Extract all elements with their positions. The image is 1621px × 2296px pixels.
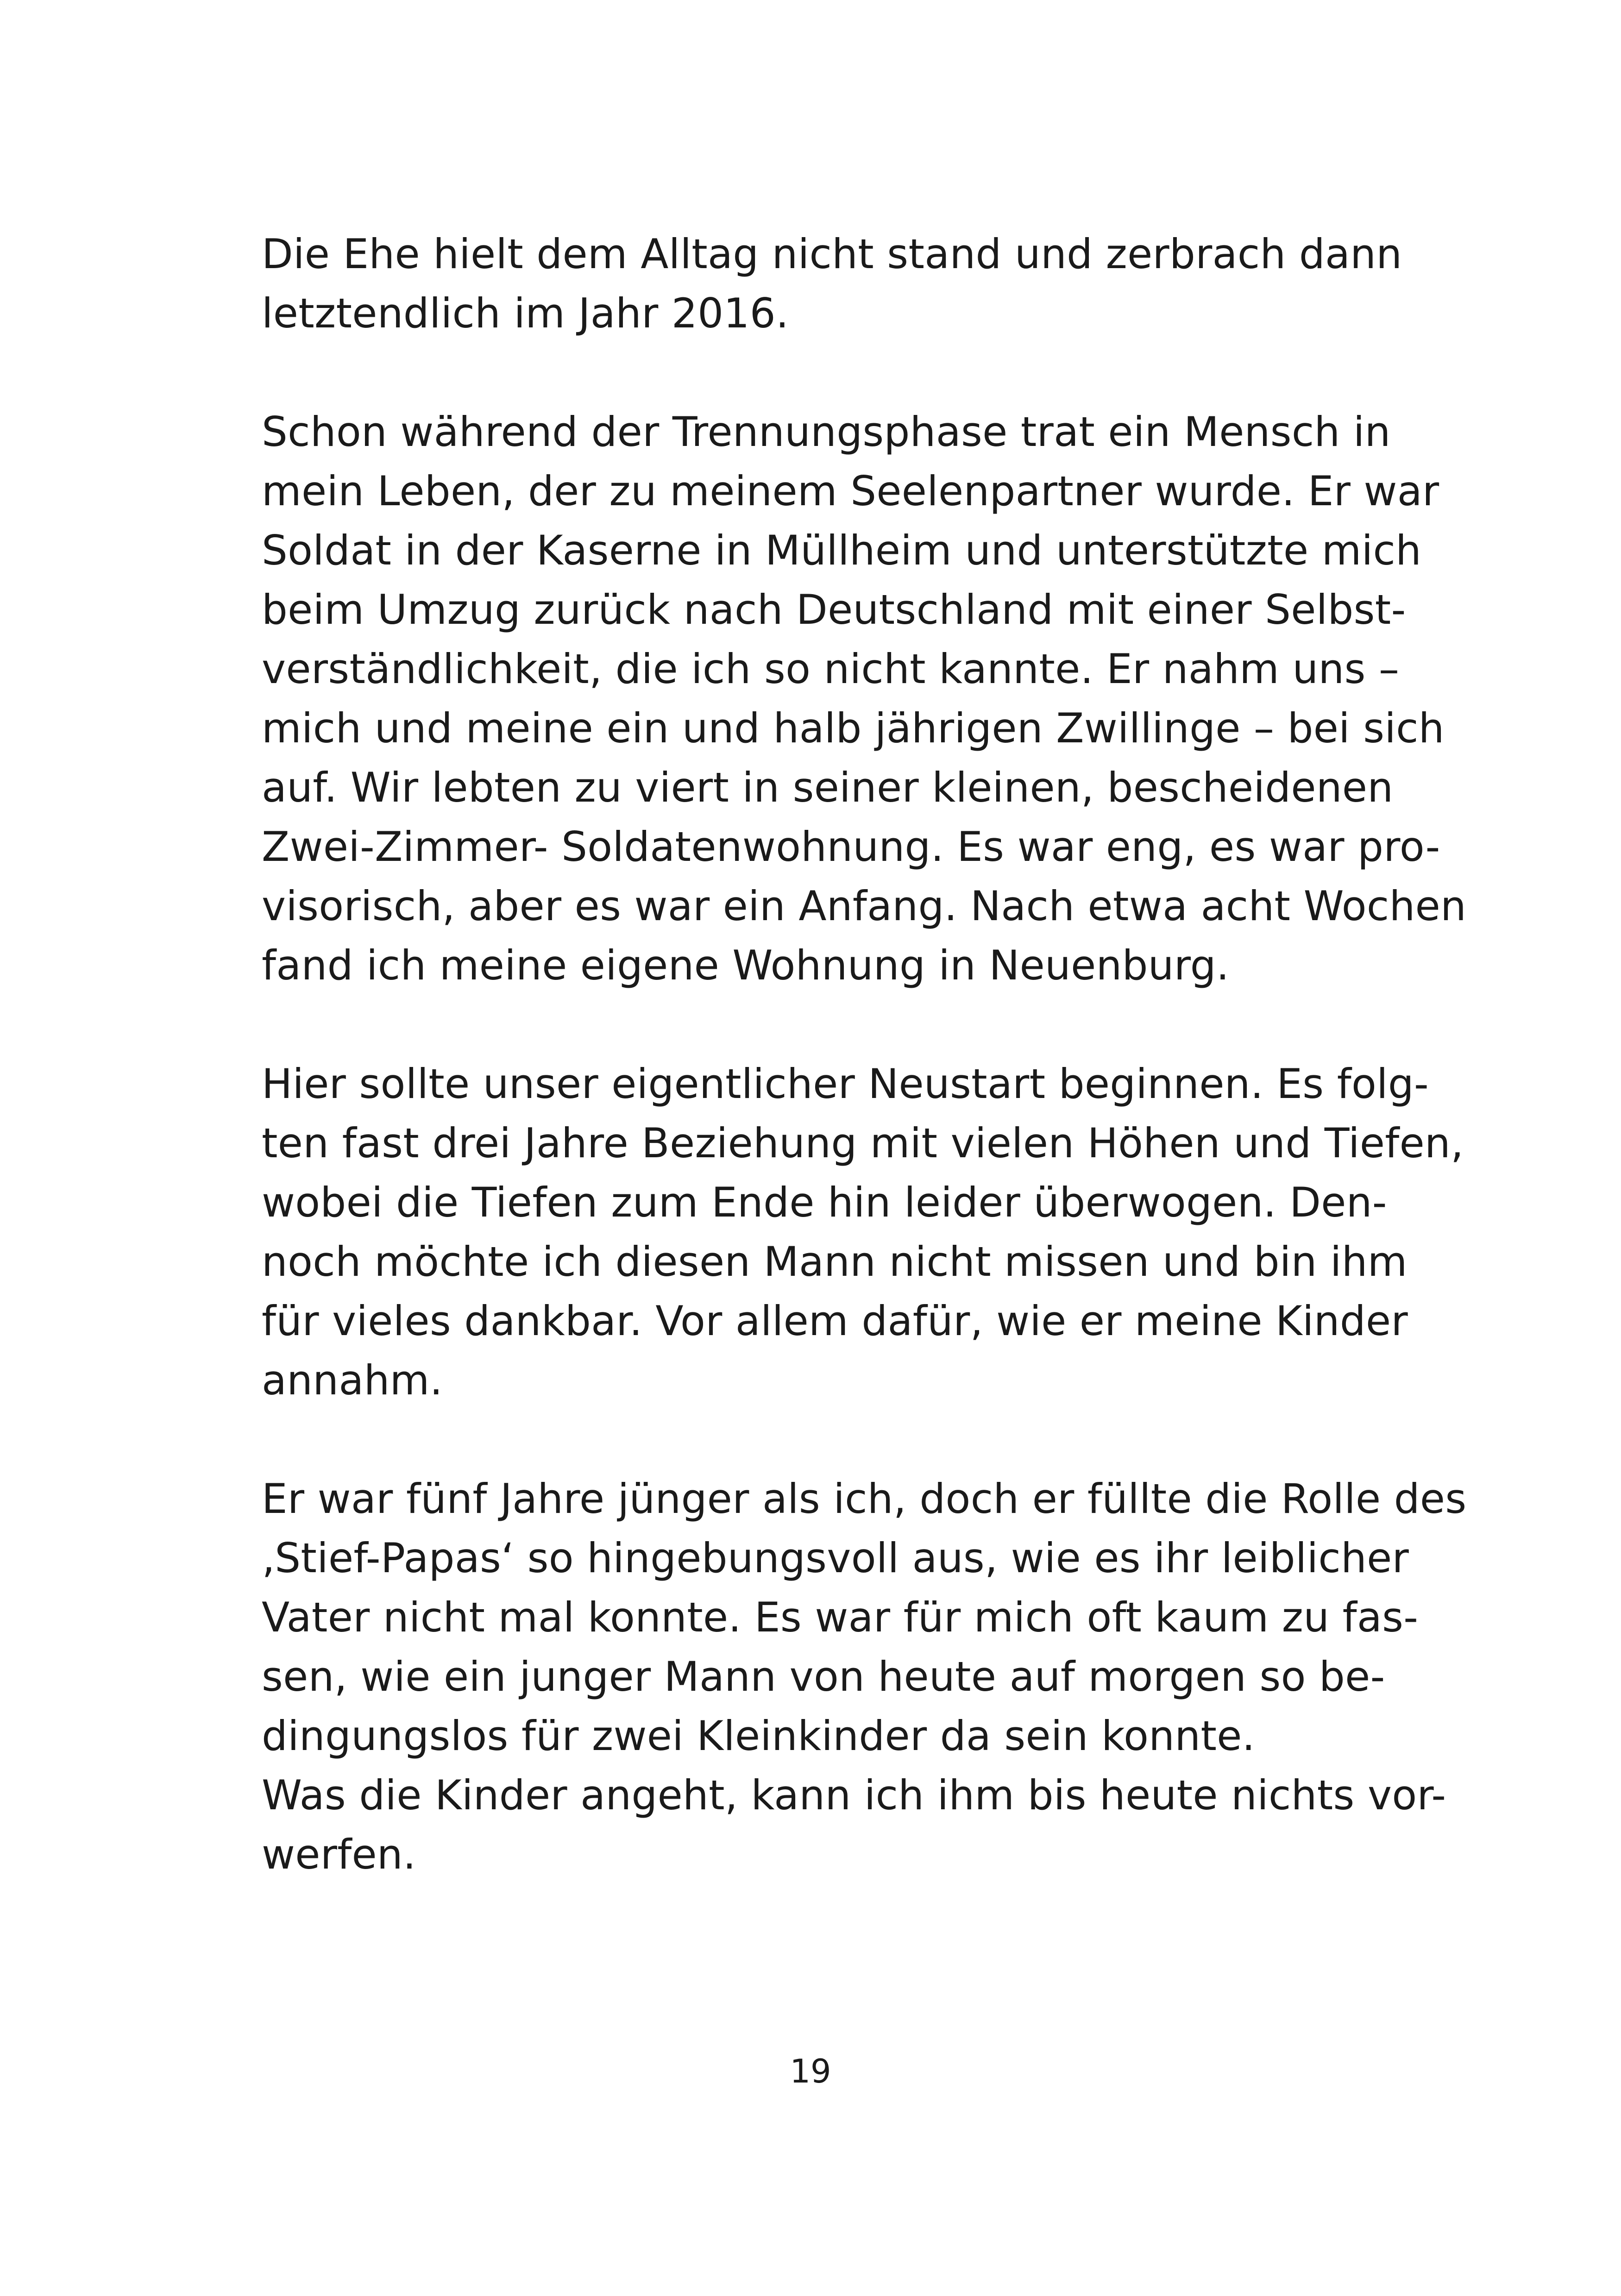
text-line: Die Ehe hielt dem Alltag nicht stand und zerbrach dann [262,230,1402,278]
text-line: ‚Stief-Papas‘ so hingebungsvoll aus, wie es ihr leiblicher [262,1534,1409,1582]
text-line: ten fast drei Jahre Beziehung mit vielen Höhen und Tiefen, [262,1119,1464,1167]
text-line: auf. Wir lebten zu viert in seiner kleinen, bescheidenen [262,764,1394,811]
text-line: beim Umzug zurück nach Deutschland mit einer Selbst- [262,586,1406,634]
page-number: 19 [790,2052,831,2090]
text-line: verständlichkeit, die ich so nicht kannte. Er nahm uns – [262,645,1400,693]
text-line: Vater nicht mal konnte. Es war für mich oft kaum zu fas- [262,1593,1419,1641]
text-line: Was die Kinder angeht, kann ich ihm bis heute nichts vor- [262,1771,1446,1819]
text-line: fand ich meine eigene Wohnung in Neuenburg. [262,941,1230,989]
paragraph-3 [262,1054,1464,1410]
text-line: wobei die Tiefen zum Ende hin leider überwogen. Den- [262,1179,1387,1226]
text-line: dingungslos für zwei Kleinkinder da sein konnte. [262,1712,1255,1760]
text-line: annahm. [262,1356,443,1404]
text-line: für vieles dankbar. Vor allem dafür, wie er meine Kinder [262,1297,1408,1345]
text-line: mein Leben, der zu meinem Seelenpartner wurde. Er war [262,467,1439,515]
paragraph-1 [262,225,1406,343]
text-line: sen, wie ein junger Mann von heute auf morgen so be- [262,1653,1385,1700]
text-line: Soldat in der Kaserne in Müllheim und unterstützte mich [262,527,1422,574]
text-line: visorisch, aber es war ein Anfang. Nach etwa acht Wochen [262,882,1467,930]
text-line: mich und meine ein und halb jährigen Zwillinge – bei sich [262,704,1445,752]
text-line: Hier sollte unser eigentlicher Neustart beginnen. Es folg- [262,1060,1429,1108]
paragraph-4 [262,1469,1467,1884]
paragraph-2 [262,402,1467,995]
text-line: werfen. [262,1831,416,1878]
text-line: noch möchte ich diesen Mann nicht missen und bin ihm [262,1238,1407,1286]
text-line: Er war fünf Jahre jünger als ich, doch er füllte die Rolle des [262,1475,1467,1523]
text-line: Schon während der Trennungsphase trat ein Mensch in [262,408,1391,456]
text-line: letztendlich im Jahr 2016. [262,289,789,337]
page-body [262,225,1467,1944]
text-line: Zwei-Zimmer- Soldatenwohnung. Es war eng, es war pro- [262,823,1440,871]
